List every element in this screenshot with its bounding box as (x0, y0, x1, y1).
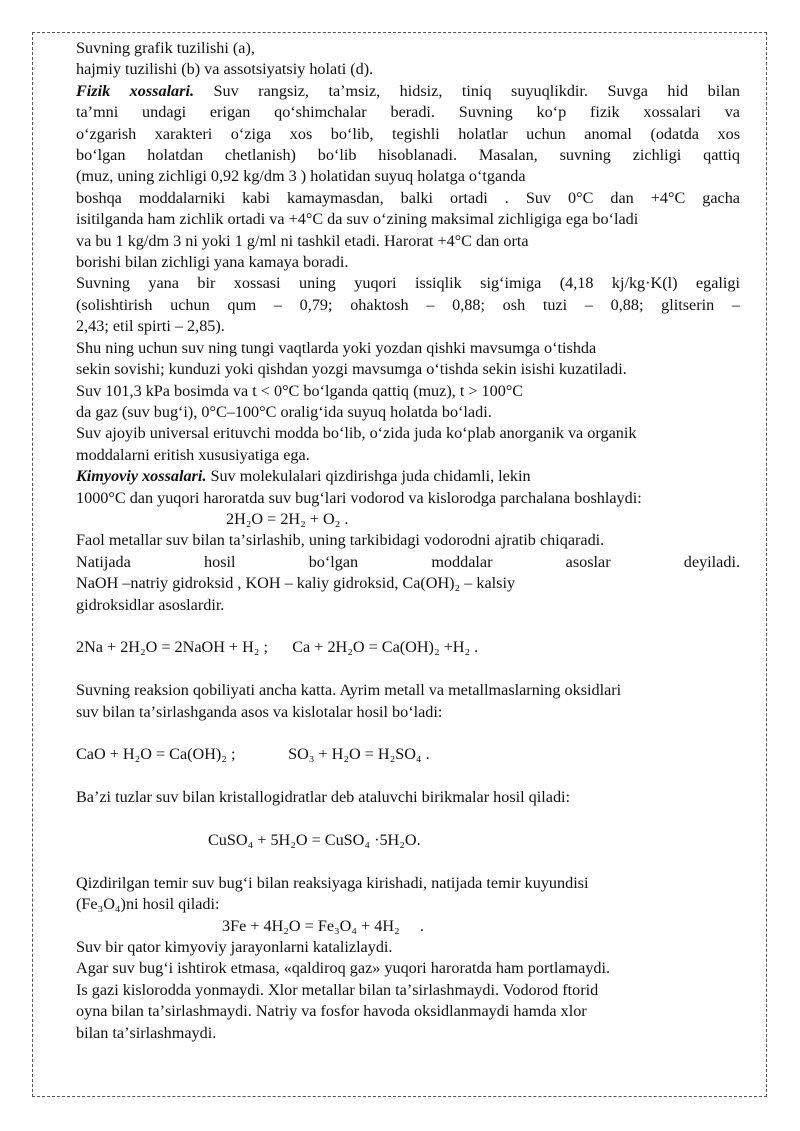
equation-water-decomposition: 2H₂O = 2H₂ + O₂ . (226, 509, 349, 528)
text-line: (muz, uning zichligi 0,92 kg/dm 3 ) holatidan suyuq holatga oʻtganda (76, 167, 526, 186)
spacer (76, 616, 740, 637)
text-line: sekin sovishi; kunduzi yoki qishdan yozgi mavsumga oʻtishda sekin isishi kuzatiladi. (76, 360, 627, 379)
text-line: Qizdirilgan temir suv bugʻi bilan reaksiyaga kirishadi, natijada temir kuyundisi (76, 873, 589, 892)
text-line: Natijada hosil boʻlgan moddalar asoslar deyiladi. (76, 552, 740, 571)
text-line: boʻlgan holatdan chetlanish) boʻlib hisoblanadi. Masalan, suvning zichligi qattiq (76, 146, 740, 165)
equation-oxides-water: CaO + H₂O = Ca(OH)₂ ; SO₃ + H₂O = H₂SO₄ . (76, 745, 430, 764)
text-line: borishi bilan zichligi yana kamaya boradi. (76, 253, 349, 272)
text-line: suv bilan taʼsirlashganda asos va kislotalar hosil boʻladi: (76, 702, 443, 721)
text-line: oʻzgarish xarakteri oʻziga xos boʻlib, tegishli holatlar uchun anomal (odatda xos (76, 124, 740, 143)
text-line: Suv bir qator kimyoviy jarayonlarni katalizlaydi. (76, 937, 393, 956)
spacer (76, 723, 740, 744)
paragraph-physical-properties (76, 81, 740, 102)
text-line: NaOH –natriy gidroksid , KOH – kaliy gidroksid, Ca(OH)₂ – kalsiy (76, 574, 516, 593)
text-line: va bu 1 kg/dm 3 ni yoki 1 g/ml ni tashkil etadi. Harorat +4°C dan orta (76, 231, 529, 250)
text-line: bilan taʼsirlashmaydi. (76, 1023, 217, 1042)
text-line: oyna bilan taʼsirlashmaydi. Natriy va fosfor havoda oksidlanmaydi hamda xlor (76, 1002, 587, 1021)
text-line: moddalarni eritish xususiyatiga ega. (76, 445, 310, 464)
text-line: taʼmni undagi erigan qoʻshimchalar beradi. Suvning koʻp fizik xossalari va (76, 103, 740, 122)
equation-metal-water: 2Na + 2H₂O = 2NaOH + H₂ ; Ca + 2H₂O = Ca(OH)₂ +H₂ . (76, 638, 479, 657)
section-heading-chemical: Kimyoviy xossalari. (76, 467, 207, 486)
equation-crystallohydrate: CuSO₄ + 5H₂O = CuSO₄ ·5H₂O. (208, 830, 421, 849)
text-line: da gaz (suv bugʻi), 0°C–100°C oraligʻida suyuq holatda boʻladi. (76, 402, 492, 421)
text-span: Suv rangsiz, taʼmsiz, hidsiz, tiniq suyuqlikdir. Suvga hid bilan (194, 81, 740, 100)
spacer (76, 659, 740, 680)
equation-iron-steam: 3Fe + 4H₂O = Fe₃O₄ + 4H₂ . (222, 916, 424, 935)
text-line: Shu ning uchun suv ning tungi vaqtlarda yoki yozdan qishki mavsumga oʻtishda (76, 338, 597, 357)
text-line: Is gazi kislorodda yonmaydi. Xlor metallar bilan taʼsirlashmaydi. Vodorod ftorid (76, 980, 599, 999)
document-body (76, 38, 740, 1044)
spacer (76, 809, 740, 830)
text-line: boshqa moddalarniki kabi kamaymasdan, balki ortadi . Suv 0°C dan +4°C gacha (76, 188, 740, 207)
text-line: hajmiy tuzilishi (b) va assotsiyatsiy holati (d). (76, 60, 374, 79)
text-line: (Fe₃O₄)ni hosil qiladi: (76, 895, 220, 914)
text-line: Suvning reaksion qobiliyati ancha katta. Ayrim metall va metallmaslarning oksidlari (76, 681, 622, 700)
text-line: gidroksidlar asoslardir. (76, 595, 225, 614)
paragraph-chemical-properties (76, 466, 740, 487)
text-line: Baʼzi tuzlar suv bilan kristallogidratlar deb ataluvchi birikmalar hosil qiladi: (76, 788, 571, 807)
text-span: Suv molekulalari qizdirishga juda chidamli, lekin (206, 467, 531, 486)
text-line: 1000°C dan yuqori haroratda suv bugʻlari vodorod va kislorodga parchalana boshlaydi: (76, 488, 642, 507)
text-line: Suvning yana bir xossasi uning yuqori issiqlik sigʻimiga (4,18 kj/kg·K(l) egaligi (76, 274, 740, 293)
text-line: isitilganda ham zichlik ortadi va +4°C da suv oʻzining maksimal zichligiga ega boʻladi (76, 210, 639, 229)
spacer (76, 851, 740, 872)
spacer (76, 766, 740, 787)
text-line: Faol metallar suv bilan taʼsirlashib, uning tarkibidagi vodorodni ajratib chiqaradi. (76, 531, 605, 550)
section-heading-physical: Fizik xossalari. (76, 81, 194, 100)
text-line: Suv 101,3 kPa bosimda va t < 0°C boʻlganda qattiq (muz), t > 100°C (76, 381, 524, 400)
text-line: Agar suv bugʻi ishtirok etmasa, «qaldiroq gaz» yuqori haroratda ham portlamaydi. (76, 959, 611, 978)
text-line: Suvning grafik tuzilishi (a), (76, 39, 255, 57)
text-line: Suv ajoyib universal erituvchi modda boʻlib, oʻzida juda koʻplab anorganik va organik (76, 424, 637, 443)
text-line: (solishtirish uchun qum – 0,79; ohaktosh – 0,88; osh tuzi – 0,88; glitserin – (76, 295, 740, 314)
text-line: 2,43; etil spirti – 2,85). (76, 317, 225, 336)
